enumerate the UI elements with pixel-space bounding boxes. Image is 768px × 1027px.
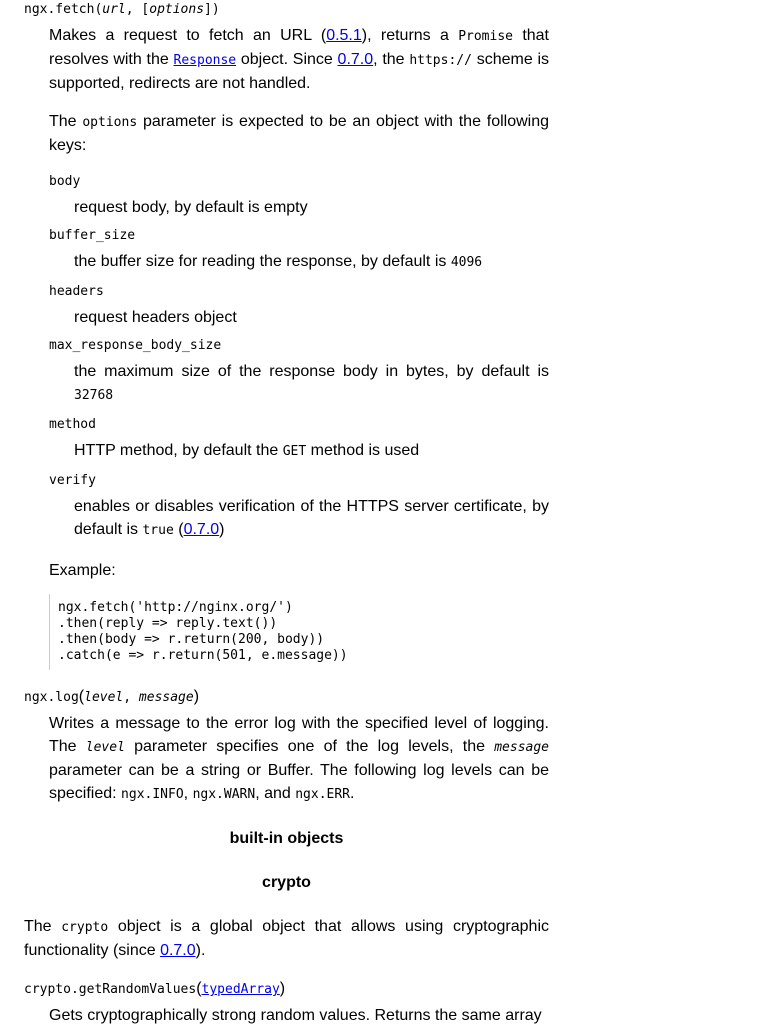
typed-array-code[interactable]: typedArray bbox=[201, 982, 280, 997]
key-verify-default: true bbox=[142, 523, 174, 538]
fetch-desc-text-3: that resolves with the bbox=[49, 27, 550, 68]
crypto-intro bbox=[24, 915, 549, 962]
key-method-default: GET bbox=[282, 444, 307, 459]
key-max-response-body-size-desc bbox=[74, 360, 549, 407]
get-random-values-signature bbox=[24, 979, 549, 1000]
options-code: options bbox=[82, 115, 138, 130]
log-desc-text-3: parameter can be a string or Buffer. The following log levels can be specified: bbox=[49, 762, 549, 802]
fetch-arg-url: url bbox=[102, 2, 126, 17]
key-max-default: 32768 bbox=[74, 388, 114, 403]
key-method: method bbox=[49, 417, 96, 432]
log-period: . bbox=[350, 785, 355, 802]
crypto-intro-text-1: The bbox=[24, 918, 62, 935]
example-code-block: ngx.fetch('http://nginx.org/') .then(reply => reply.text()) .then(body => r.return(200, body)) .catch(e => r.return(501, e.message)) bbox=[49, 594, 549, 670]
key-verify: verify bbox=[49, 473, 96, 488]
response-link-code[interactable]: Response bbox=[173, 53, 237, 68]
key-max-response-body-size: max_response_body_size bbox=[49, 338, 222, 353]
fetch-desc-text-6: scheme is supported, redirects are not handled. bbox=[49, 51, 550, 92]
key-buffer-size-desc-text: the buffer size for reading the response, by default is bbox=[74, 253, 451, 270]
version-link-051[interactable]: 0.5.1 bbox=[326, 27, 362, 44]
fetch-desc-text-4: object. Since bbox=[236, 51, 338, 68]
key-verify-desc-text: enables or disables verification of the HTTPS server certificate, by default is bbox=[74, 498, 549, 538]
https-code: https:// bbox=[409, 53, 472, 68]
fetch-signature bbox=[24, 0, 549, 20]
options-keys bbox=[24, 172, 549, 542]
log-desc-text-1: Writes a message to the error log with the specified level of logging. The bbox=[49, 715, 549, 755]
log-name: ngx.log bbox=[24, 690, 79, 705]
crypto-intro-text-2: object is a global object that allows using cryptographic functionality (since bbox=[24, 918, 550, 959]
fetch-arg-options: options bbox=[149, 2, 205, 17]
log-level-err: ngx.ERR bbox=[295, 787, 351, 802]
example-label: Example: bbox=[49, 562, 116, 579]
key-buffer-size-default: 4096 bbox=[450, 255, 483, 270]
log-level-code: level bbox=[85, 740, 125, 755]
grv-open-paren: ( bbox=[196, 980, 202, 997]
options-intro-text-2: parameter is expected to be an object with the following keys: bbox=[49, 113, 550, 154]
crypto-intro-text-3: ). bbox=[195, 942, 206, 959]
promise-code: Promise bbox=[458, 29, 513, 44]
key-method-desc bbox=[74, 439, 549, 463]
key-buffer-size: buffer_size bbox=[49, 228, 136, 243]
log-and: , and bbox=[255, 785, 296, 802]
log-desc-para bbox=[49, 712, 549, 806]
fetch-desc-text-5: , the bbox=[373, 51, 410, 68]
key-method-desc-extra: method is used bbox=[306, 442, 420, 459]
crypto-code: crypto bbox=[61, 920, 109, 935]
options-intro-text-1: The bbox=[49, 113, 83, 130]
crypto-heading: crypto bbox=[262, 874, 311, 891]
log-comma: , bbox=[183, 785, 193, 802]
fetch-desc-text-1: Makes a request to fetch an URL ( bbox=[49, 27, 327, 44]
builtin-objects-heading: built-in objects bbox=[229, 830, 344, 847]
fetch-desc-para bbox=[49, 24, 549, 95]
fetch-desc-text-2: ), returns a bbox=[361, 27, 459, 44]
key-headers-desc-text: request headers object bbox=[74, 309, 237, 326]
key-verify-desc-extra: ( bbox=[173, 521, 184, 538]
key-max-desc-text: the maximum size of the response body in bytes, by default is bbox=[74, 363, 549, 380]
log-close-paren: ) bbox=[193, 688, 200, 705]
key-verify-close: ) bbox=[219, 521, 225, 538]
log-signature bbox=[24, 687, 549, 708]
crypto-version-link[interactable]: 0.7.0 bbox=[160, 942, 196, 959]
log-message-code: message bbox=[494, 740, 550, 755]
fetch-name: ngx.fetch( bbox=[24, 2, 103, 17]
log-arg-message: message bbox=[138, 690, 194, 705]
log-description bbox=[49, 712, 549, 806]
log-arg-level: level bbox=[84, 690, 124, 705]
key-body-desc bbox=[74, 196, 549, 219]
grv-name: crypto.getRandomValues bbox=[24, 982, 197, 997]
doc-content bbox=[24, 0, 549, 1027]
typed-array-link[interactable] bbox=[202, 982, 280, 997]
key-body: body bbox=[49, 174, 81, 189]
grv-desc-text: Gets cryptographically strong random values. Returns the same array bbox=[49, 1007, 542, 1024]
verify-version-link[interactable]: 0.7.0 bbox=[183, 521, 220, 538]
options-intro bbox=[49, 110, 549, 157]
key-method-desc-text: HTTP method, by default the bbox=[74, 442, 283, 459]
fetch-sep: , [ bbox=[125, 2, 150, 17]
key-headers: headers bbox=[49, 284, 104, 299]
key-verify-desc bbox=[74, 495, 549, 542]
log-sep: , bbox=[123, 690, 139, 705]
log-open-paren: ( bbox=[78, 688, 85, 705]
key-body-desc-text: request body, by default is empty bbox=[74, 199, 308, 216]
response-link[interactable] bbox=[174, 51, 237, 68]
grv-close-paren: ) bbox=[279, 980, 286, 997]
log-level-info: ngx.INFO bbox=[121, 787, 184, 802]
log-desc-text-2: parameter specifies one of the log levels, the bbox=[124, 738, 495, 755]
version-link-070[interactable]: 0.7.0 bbox=[337, 51, 374, 68]
key-buffer-size-desc bbox=[74, 250, 549, 274]
fetch-close: ]) bbox=[204, 2, 220, 17]
key-headers-desc bbox=[74, 306, 549, 329]
log-level-warn: ngx.WARN bbox=[192, 787, 256, 802]
fetch-description bbox=[49, 24, 549, 157]
